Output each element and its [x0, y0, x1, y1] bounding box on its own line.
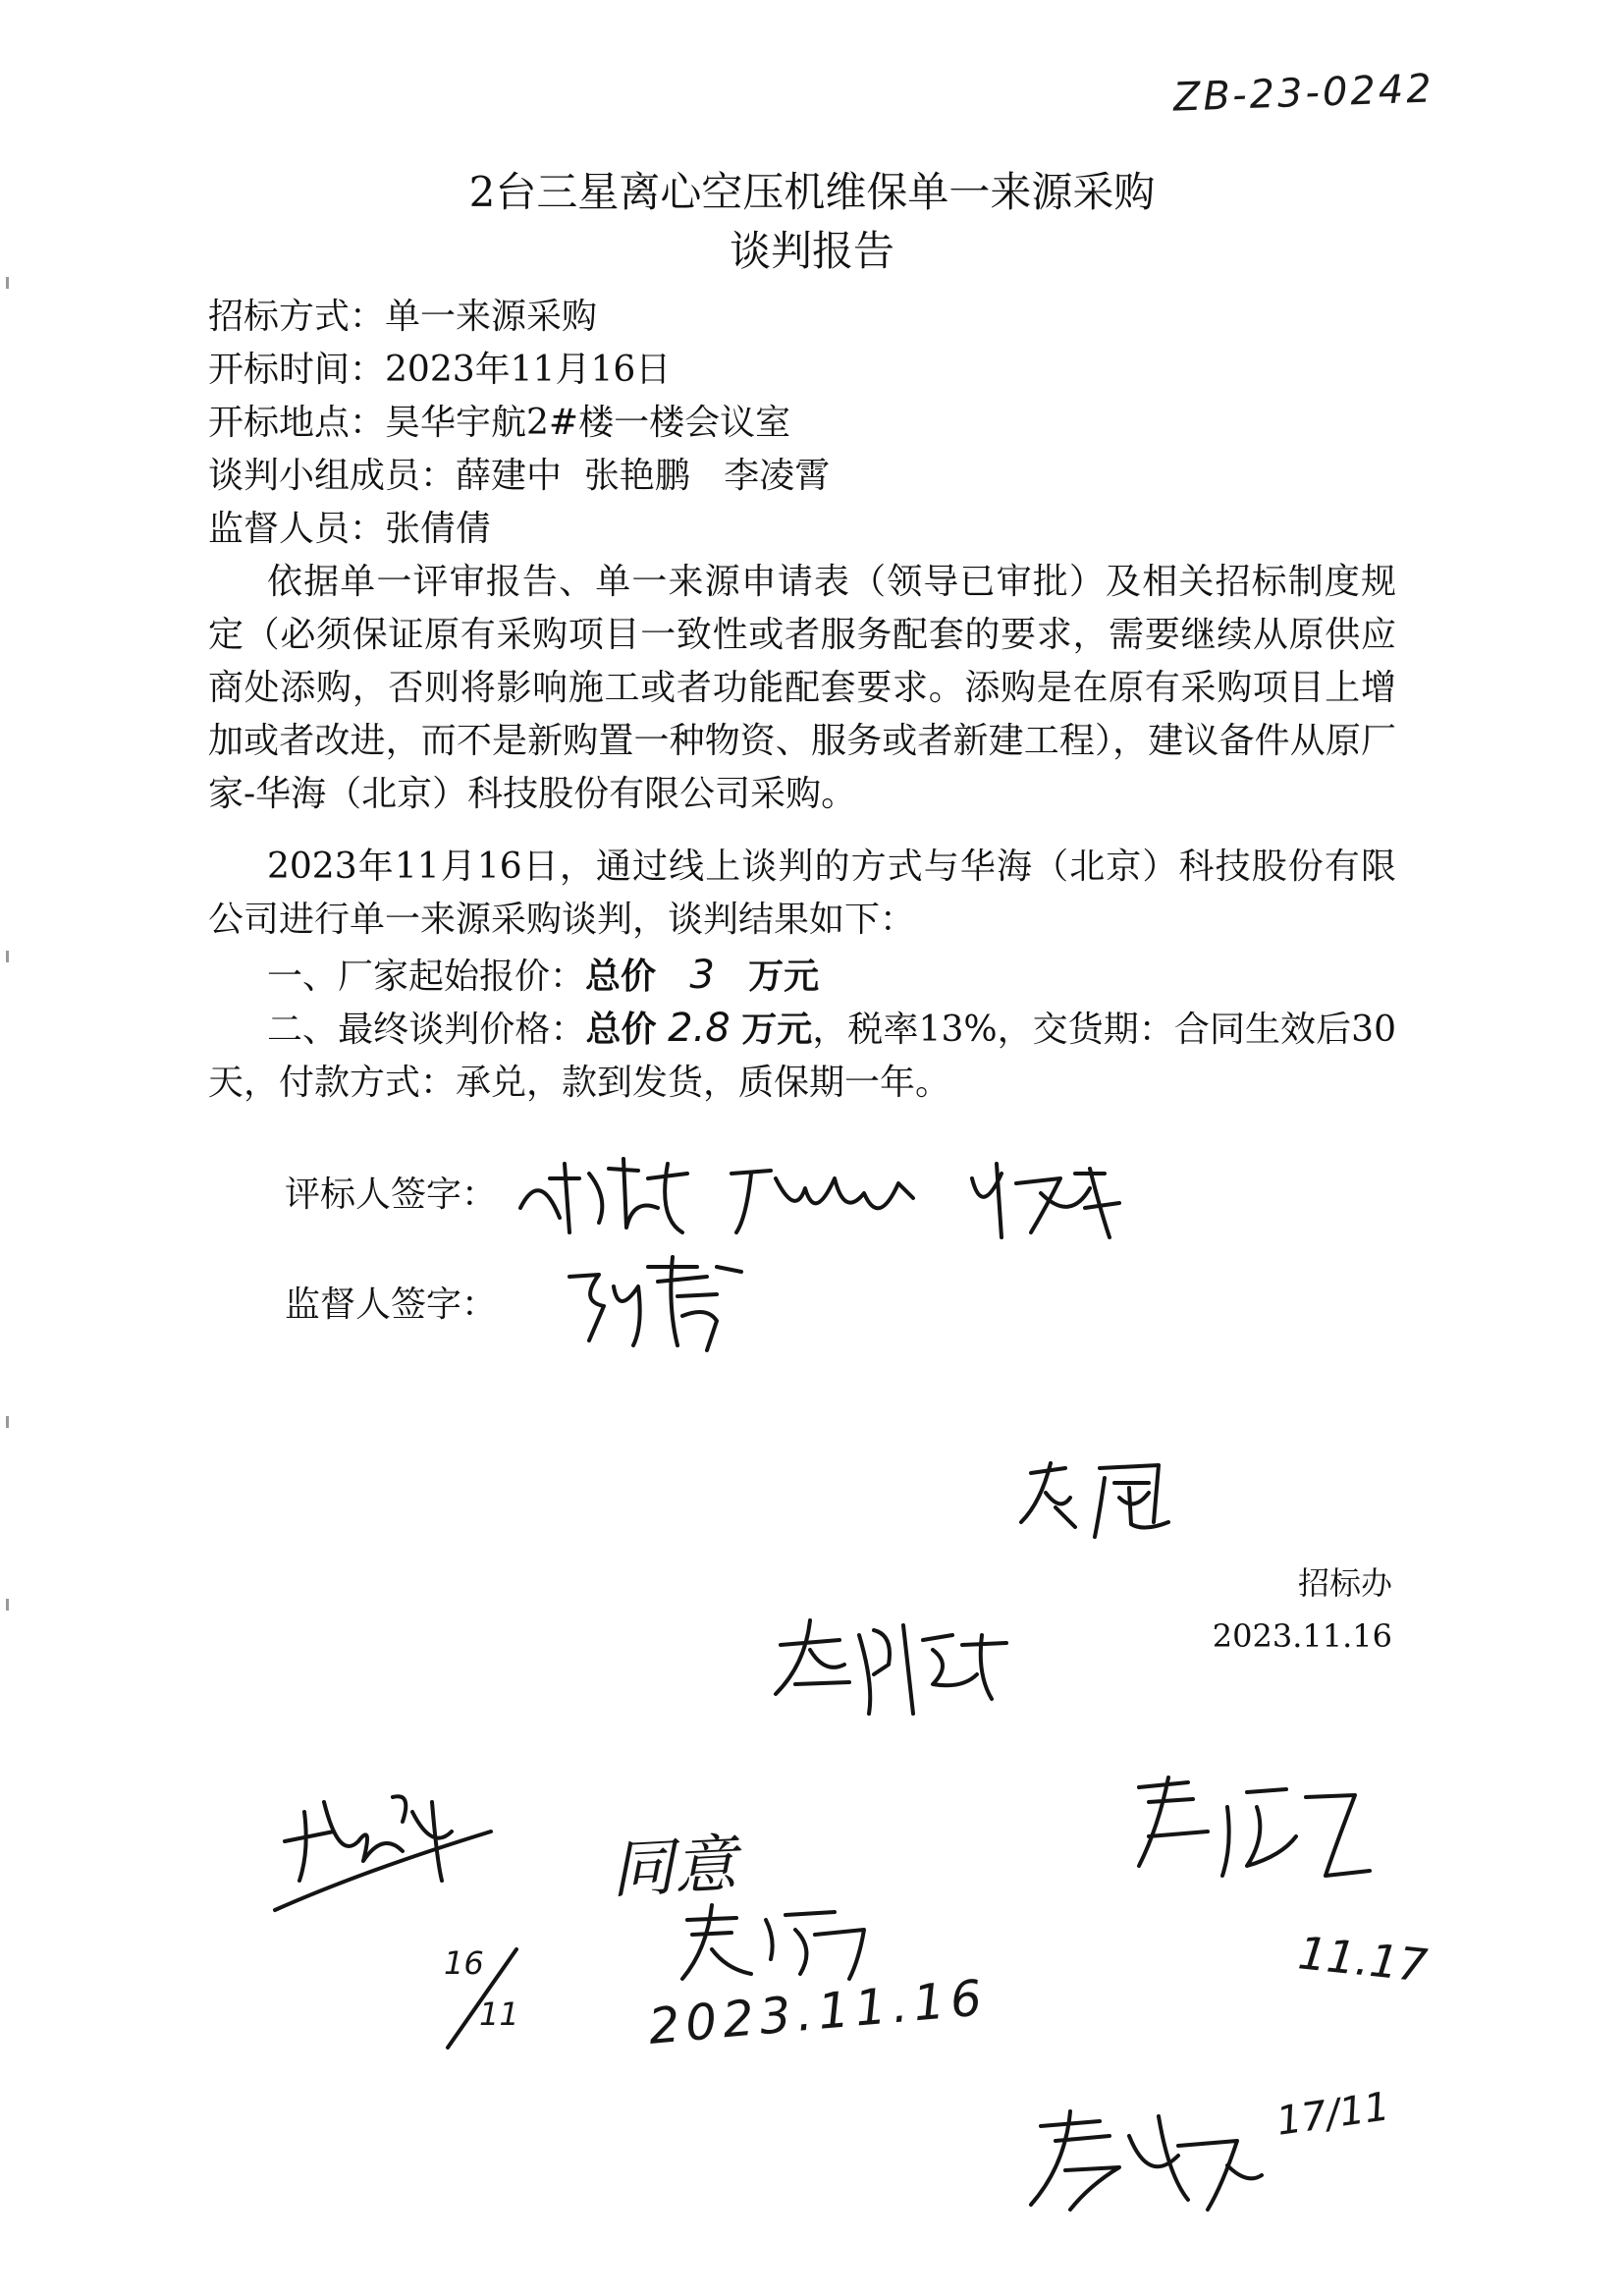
initial-quote-value: 3 [689, 953, 715, 998]
handwritten-date-d: 17/11 [1273, 2084, 1392, 2145]
time-value: 2023年11月16日 [385, 350, 672, 390]
final-price-terms: ，税率13%，交货期：合同生效后30天，付款方式：承兑，款到发货，质保期一年。 [208, 1010, 1396, 1103]
handwritten-signature-right [1100, 1768, 1384, 1915]
scan-edge-mark [6, 1416, 9, 1428]
place-label: 开标地点： [208, 403, 386, 443]
handwritten-date-a [438, 1944, 526, 2060]
issuing-office: 招标办 [1297, 1564, 1392, 1602]
handwritten-date-a-bottom: 11 [479, 1995, 519, 2033]
handwritten-signature-center [766, 1606, 1021, 1723]
initial-quote-prefix: 一、厂家起始报价： [267, 957, 586, 997]
initial-quote-unit: 万元 [748, 956, 820, 997]
scan-edge-mark [6, 951, 9, 962]
handwritten-signature-left [265, 1773, 501, 1959]
supervisor-value: 张倩倩 [385, 509, 492, 549]
evaluator-signature-3 [972, 1164, 1119, 1237]
handwritten-date-c: 11.17 [1295, 1926, 1431, 1993]
time-row [208, 344, 671, 397]
final-price-total-label: 总价 [585, 1009, 657, 1050]
team-label: 谈判小组成员： [208, 456, 457, 496]
supervisor-sign-label: 监督人签字： [285, 1285, 498, 1325]
document-code: ZB-23-0242 [1172, 66, 1435, 121]
supervisor-row [208, 503, 491, 556]
place-value: 昊华宇航2#楼一楼会议室 [385, 403, 791, 443]
team-row [208, 450, 830, 503]
evaluator-signatures [511, 1139, 1139, 1247]
final-price-value: 2.8 [668, 1006, 731, 1051]
time-label: 开标时间： [208, 350, 386, 390]
team-value: 薛建中 张艳鹏 李凌霄 [456, 456, 831, 496]
final-price [208, 1002, 1396, 1110]
handwritten-signature-wu [668, 1900, 884, 1989]
page-title: 2台三星离心空压机维保单一来源采购 [468, 168, 1156, 216]
issue-date: 2023.11.16 [1212, 1617, 1392, 1655]
method-value: 单一来源采购 [385, 297, 598, 337]
handwritten-date-a-top: 16 [444, 1944, 484, 1982]
scan-edge-mark [6, 1599, 9, 1611]
method-row [208, 291, 597, 344]
negotiation-paragraph: 2023年11月16日，通过线上谈判的方式与华海（北京）科技股份有限公司进行单一来源采购谈判，谈判结果如下： [208, 847, 1396, 940]
evaluator-signature-2 [731, 1171, 913, 1232]
final-price-prefix: 二、最终谈判价格： [267, 1010, 586, 1050]
place-row [208, 397, 790, 450]
page-subtitle: 谈判报告 [729, 227, 894, 275]
evaluator-signature-1 [520, 1159, 687, 1232]
method-label: 招标方式： [208, 297, 386, 337]
initial-quote-total-label: 总价 [585, 956, 657, 997]
supervisor-label: 监督人员： [208, 509, 386, 549]
initial-quote [267, 949, 819, 1004]
handwritten-approve: 同意 [609, 1828, 739, 1908]
handwritten-signature-bottom [1011, 2097, 1267, 2224]
handwritten-name-signature [1011, 1453, 1178, 1542]
evaluator-sign-label: 评标人签字： [285, 1175, 498, 1215]
handwritten-date-b: 2023.11.16 [646, 1969, 991, 2055]
basis-paragraph: 依据单一评审报告、单一来源申请表（领导已审批）及相关招标制度规定（必须保证原有采购项目一致性或者服务配套的要求，需要继续从原供应商处添购，否则将影响施工或者功能配套要求。添购是在原有采购项目上增加或者改进，而不是新购置一种物资、服务或者新建工程），建议备件从原厂家-华海（北京）科技股份有限公司采购。 [208, 562, 1396, 814]
final-price-unit: 万元 [741, 1009, 813, 1050]
supervisor-signature [560, 1247, 756, 1365]
